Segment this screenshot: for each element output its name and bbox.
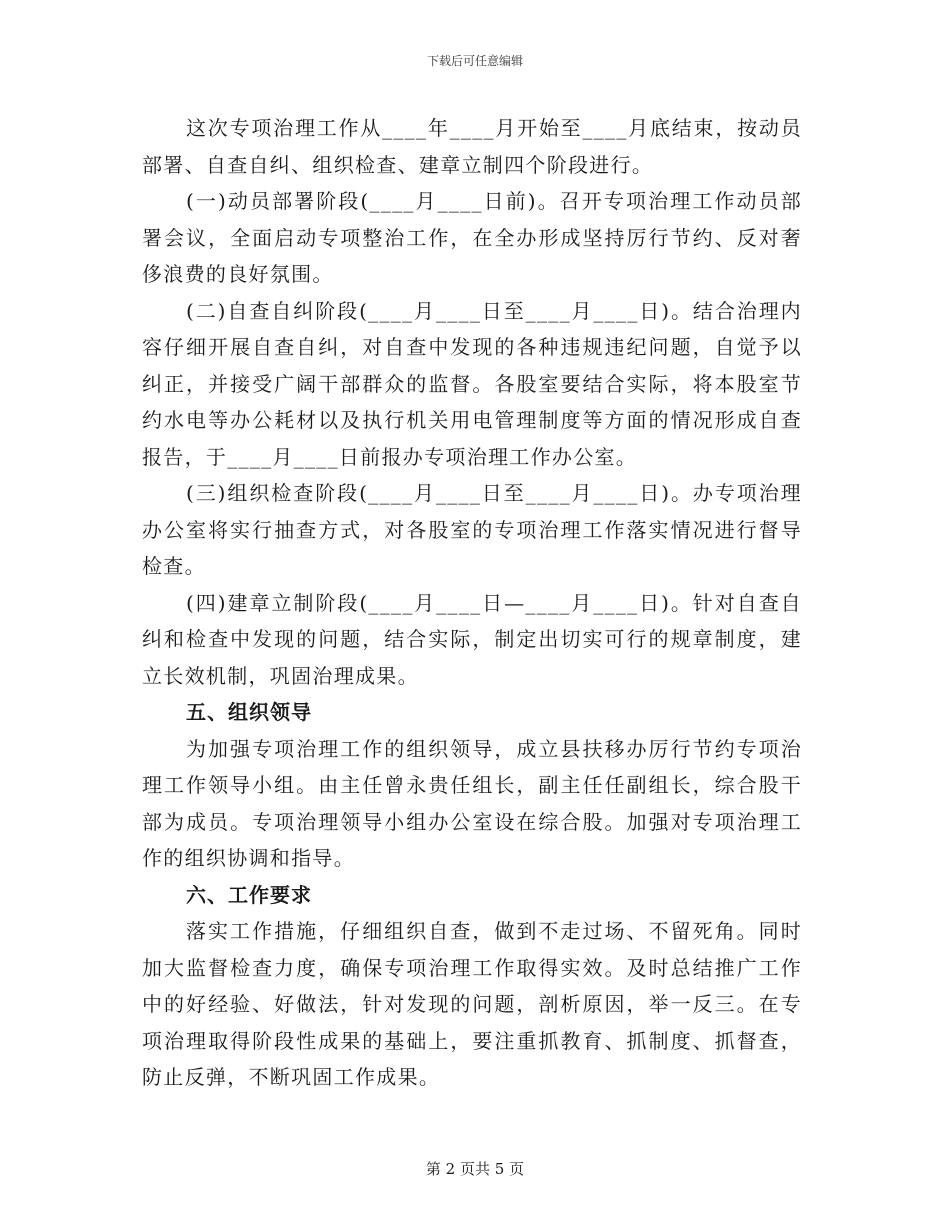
paragraph-requirements: 落实工作措施，仔细组织自查，做到不走过场、不留死角。同时加大监督检查力度，确保专项治理工作取得实效。及时总结推广工作中的好经验、好做法，针对发现的问题，剖析原因，举一反三。在专项治理取得阶段性成果的基础上，要注重抓教育、抓制度、抓督查，防止反弹，不断巩固工作成果。 <box>142 919 802 1089</box>
section-heading-requirements: 六、工作要求 <box>186 882 312 907</box>
section-heading-organization: 五、组织领导 <box>186 700 312 724</box>
paragraph-stage-3: (三)组织检查阶段(____月____日至____月____日)。办专项治理办公室将实行抽查方式，对各股室的专项治理工作落实情况进行督导检查。 <box>142 481 802 578</box>
paragraph-schedule: 这次专项治理工作从____年____月开始至____月底结束，按动员部署、自查自纠、组织检查、建章立制四个阶段进行。 <box>142 116 802 177</box>
paragraph-stage-4: (四)建章立制阶段(____月____日—____月____日)。针对自查自纠和检查中发现的问题，结合实际，制定出切实可行的规章制度，建立长效机制，巩固治理成果。 <box>142 590 802 688</box>
paragraph-organization: 为加强专项治理工作的组织领导，成立县扶移办厉行节约专项治理工作领导小组。由主任曾永贵任组长，副主任任副组长，综合股干部为成员。专项治理领导小组办公室设在综合股。加强对专项治理工作的组织协调和指导。 <box>142 736 802 870</box>
page-footer: 第 2 页共 5 页 <box>425 1160 525 1178</box>
paragraph-stage-1: (一)动员部署阶段(____月____日前)。召开专项治理工作动员部署会议，全面启动专项整治工作，在全办形成坚持厉行节约、反对奢侈浪费的良好氛围。 <box>142 189 802 286</box>
page-header: 下载后可任意编辑 <box>426 54 523 68</box>
document-body <box>142 110 802 1096</box>
paragraph-stage-2: (二)自查自纠阶段(____月____日至____月____日)。结合治理内容仔细开展自查自纠，对自查中发现的各种违规违纪问题，自觉予以纠正，并接受广阔干部群众的监督。各股室要结合实际，将本股室节约水电等办公耗材以及执行机关用电管理制度等方面的情况形成自查报告，于____月____日前报办专项治理工作办公室。 <box>142 298 802 469</box>
